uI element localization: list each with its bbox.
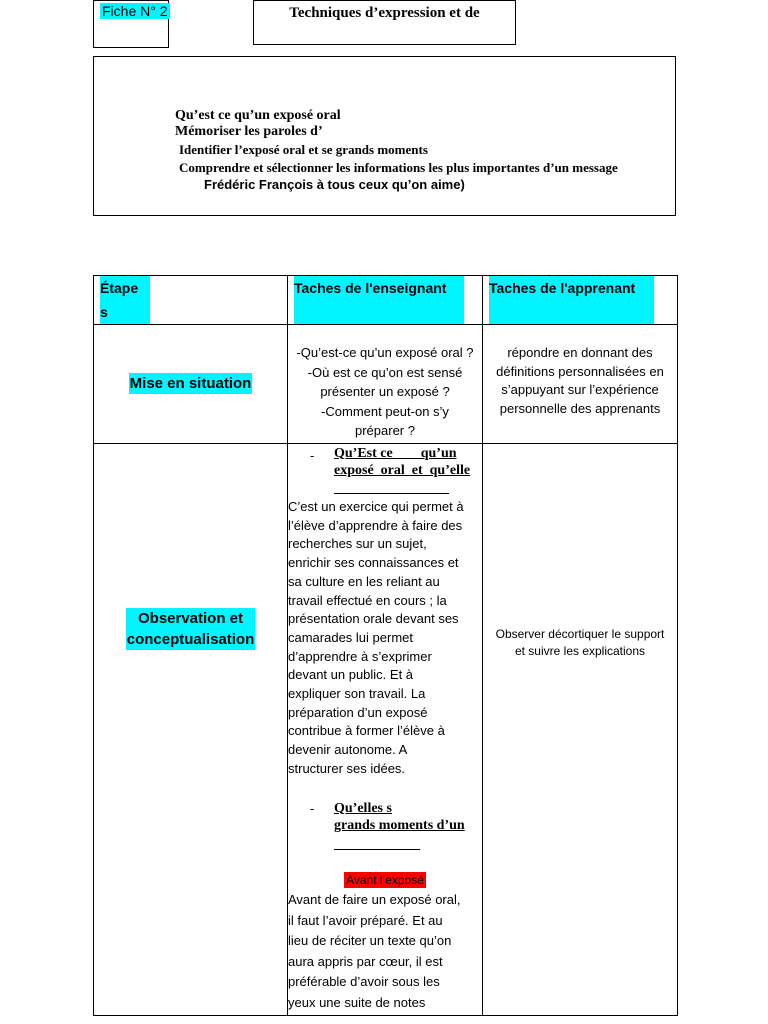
objective-3: Identifier l’exposé oral et se grands moments <box>179 142 428 157</box>
learner-cell-observation <box>483 444 678 1016</box>
teacher-question: préparer ? <box>355 423 415 438</box>
paragraph-exercise: C’est un exercice qui permet à l’élève d’apprendre à faire des recherches sur un sujet, enrichir ses connaissances et sa culture en les reliant au travail effectué en cours ; la présentation orale devant ses camarades lui permet d’apprendre à s’exprimer devant un public. Et à expliquer son travail. La préparation d’un exposé contribue à former l’élève à devenir autonome. A structurer ses idées. <box>288 499 464 776</box>
table-row <box>94 444 678 1016</box>
header-cell-apprenant <box>483 276 678 325</box>
learner-cell-mise <box>483 325 678 444</box>
subheading-1: Qu’Est ce qu’un exposé oral et qu’elle <box>334 446 471 478</box>
bullet-dash: - <box>310 801 315 816</box>
header-apprenant: Taches de l'apprenant <box>489 276 654 324</box>
fiche-number: Fiche N° 2 <box>102 3 168 19</box>
learner-text: répondre en donnant des <box>507 345 653 360</box>
teacher-question: -Comment peut-on s’y <box>321 403 449 419</box>
teacher-cell-mise <box>288 325 483 444</box>
learner-text: Observer décortiquer le support <box>495 627 665 641</box>
objective-2: Mémoriser les paroles d’ <box>175 124 323 139</box>
table-row <box>94 325 678 444</box>
header-enseignant: Taches de l'enseignant <box>294 276 464 324</box>
header-cell-enseignant <box>288 276 483 325</box>
teacher-question: présenter un exposé ? <box>320 384 450 399</box>
learner-text: s’appuyant sur l’expérience <box>501 382 659 397</box>
avant-expose-label: Avant l’exposé <box>346 873 424 887</box>
learner-text: personnelle des apprenants <box>499 400 661 416</box>
objective-5: Frédéric François à tous ceux qu’on aime) <box>204 177 465 192</box>
stage-cell-observation <box>94 444 288 1016</box>
teacher-question: -Qu’est-ce qu’un exposé oral ? <box>296 345 474 360</box>
objective-1: Qu’est ce qu’un exposé oral <box>175 108 341 123</box>
learner-text: définitions personnalisées en <box>496 363 664 379</box>
underline-rule <box>334 849 420 850</box>
teacher-cell-observation <box>288 444 483 1016</box>
objective-4: Comprendre et sélectionner les informations les plus importantes d’un message <box>179 160 618 175</box>
stage-mise-en-situation: Mise en situation <box>129 375 252 392</box>
header-cell-etapes <box>94 276 288 325</box>
subheading-2: Qu’elles s grands moments d’un <box>334 801 465 833</box>
table-header-row <box>94 276 678 325</box>
page-title: Techniques d’expression et de <box>289 5 480 21</box>
bullet-dash: - <box>310 448 315 463</box>
learner-text: et suivre les explications <box>514 644 646 658</box>
stage-observation: Observation et conceptualisation <box>126 610 255 648</box>
paragraph-avant: Avant de faire un exposé oral, il faut l’avoir préparé. Et au lieu de réciter un texte qu’on aura appris par cœur, il est préférable d’avoir sous les yeux une suite de notes <box>288 892 461 1010</box>
teacher-question: -Où est ce qu’on est sensé <box>307 364 463 380</box>
header-etapes: Étape s <box>100 276 150 324</box>
stage-cell-mise <box>94 325 288 444</box>
lesson-table <box>93 275 678 1016</box>
underline-rule <box>334 493 449 494</box>
